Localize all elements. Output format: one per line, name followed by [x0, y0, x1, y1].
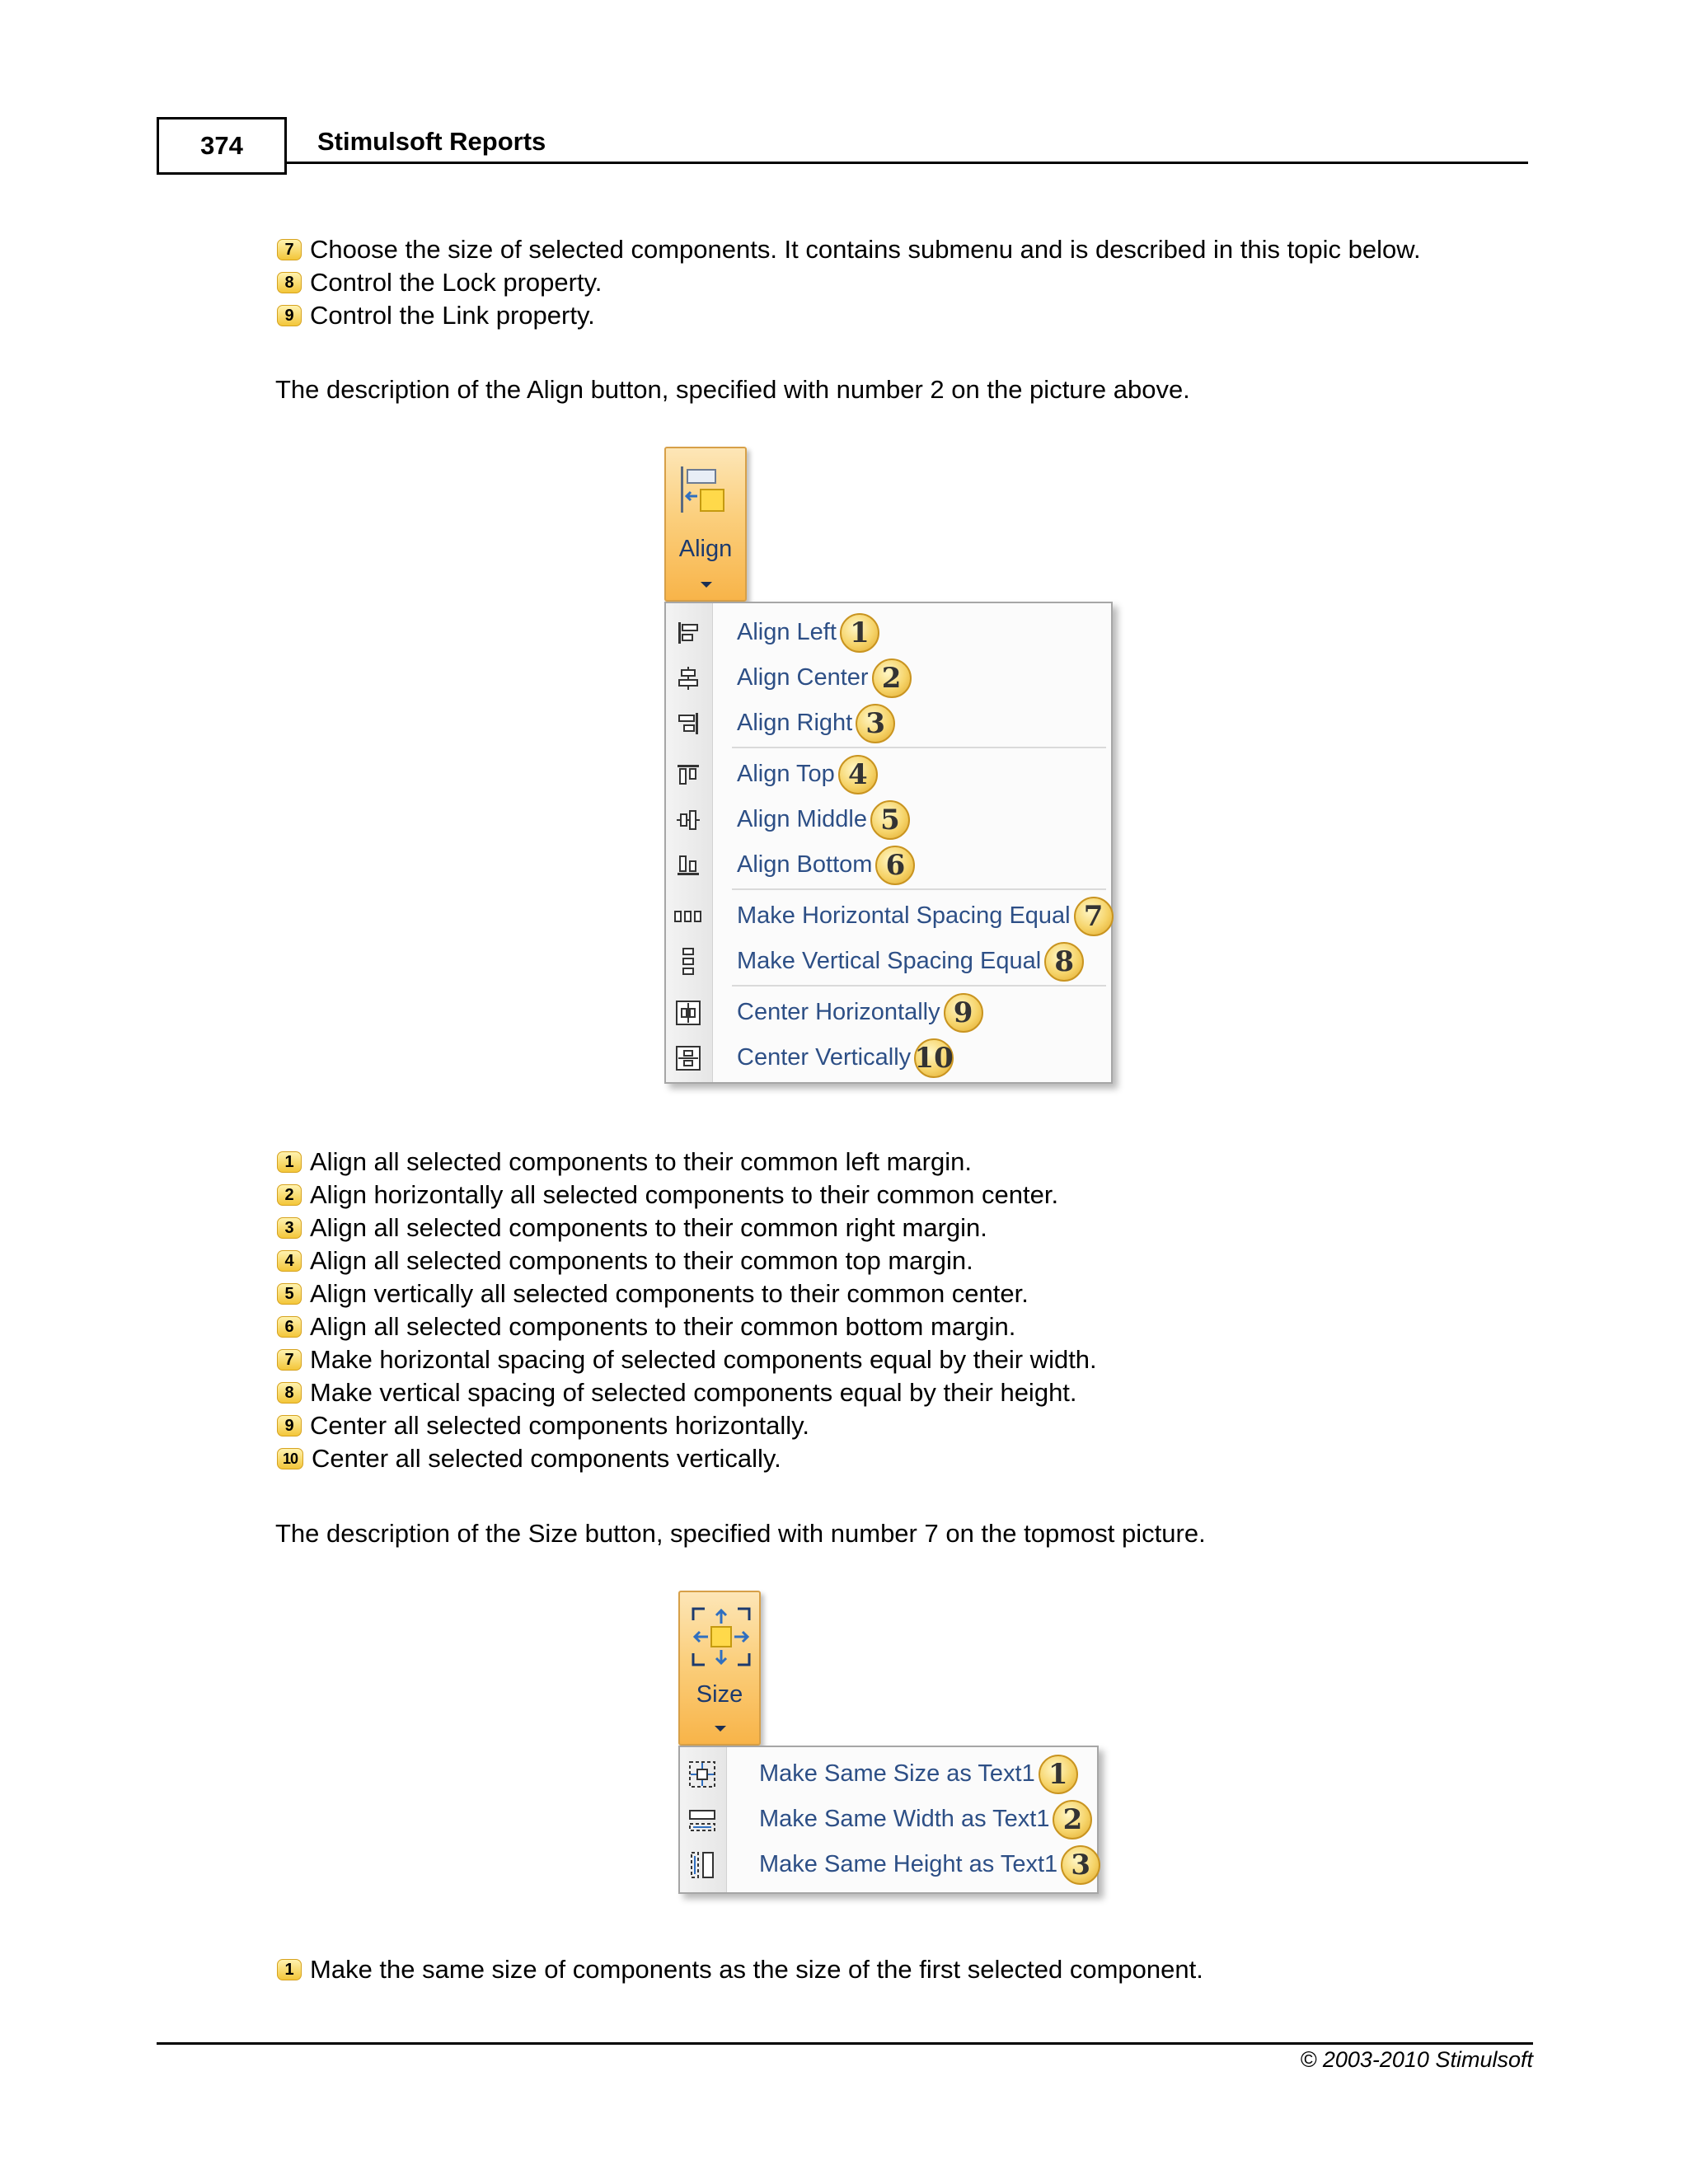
callout-number: 8 — [1044, 942, 1084, 982]
menu-separator — [732, 747, 1106, 748]
callout-number: 2 — [872, 658, 912, 698]
same-size-icon — [688, 1760, 716, 1788]
menu-item-label: Make Same Size as Text1 — [759, 1760, 1035, 1787]
menu-item-label: Align Middle — [737, 806, 867, 832]
number-badge: 10 — [277, 1448, 303, 1469]
callout-number: 1 — [840, 613, 879, 653]
list-item-text: Align vertically all selected components to their common center. — [310, 1279, 1029, 1308]
align-button-label: Align — [678, 536, 733, 562]
list-item-text: Center all selected components horizontally. — [310, 1411, 809, 1440]
number-badge: 7 — [277, 239, 302, 260]
align-middle-icon — [674, 806, 702, 834]
chevron-down-icon — [715, 1726, 726, 1732]
number-badge: 2 — [277, 1184, 302, 1206]
callout-number: 5 — [870, 800, 910, 840]
list-item-text: Align all selected components to their common right margin. — [310, 1213, 987, 1242]
number-badge: 8 — [277, 272, 302, 293]
list-item — [277, 1442, 781, 1475]
list-item-text: Make horizontal spacing of selected components equal by their width. — [310, 1345, 1097, 1374]
list-item — [277, 1212, 987, 1244]
number-badge: 1 — [277, 1151, 302, 1173]
menu-item-center-horizontally[interactable] — [666, 990, 1111, 1035]
list-item — [277, 1146, 972, 1179]
number-badge: 8 — [277, 1382, 302, 1404]
menu-separator — [732, 888, 1106, 890]
align-top-icon — [674, 761, 702, 789]
align-ribbon-button[interactable] — [664, 447, 747, 602]
menu-item-align-center[interactable] — [666, 655, 1111, 701]
list-item — [277, 1244, 973, 1277]
size-ribbon-button[interactable] — [678, 1591, 761, 1746]
list-item — [277, 1409, 809, 1442]
list-item-text: Make the same size of components as the size of the first selected component. — [310, 1955, 1203, 1984]
center-horizontally-icon — [674, 999, 702, 1027]
callout-number: 1 — [1039, 1755, 1078, 1794]
callout-number: 4 — [838, 755, 878, 794]
align-dropdown-menu — [664, 602, 1113, 1084]
size-dropdown-menu — [678, 1746, 1099, 1894]
number-badge: 9 — [277, 1415, 302, 1436]
header-divider — [287, 162, 1528, 164]
menu-item-align-left[interactable] — [666, 610, 1111, 655]
list-item — [277, 1310, 1015, 1343]
menu-item-label: Align Bottom — [737, 851, 873, 878]
menu-item-align-right[interactable] — [666, 701, 1111, 746]
menu-item-same-height[interactable] — [680, 1842, 1097, 1887]
menu-item-label: Align Left — [737, 619, 837, 645]
align-center-icon — [674, 664, 702, 692]
list-item-text: Control the Link property. — [310, 301, 595, 330]
list-item — [277, 233, 1421, 266]
menu-item-same-width[interactable] — [680, 1797, 1097, 1842]
callout-number: 7 — [1074, 897, 1114, 936]
list-item — [277, 1343, 1097, 1376]
callout-number: 2 — [1053, 1800, 1092, 1840]
callout-number: 9 — [944, 993, 983, 1033]
number-badge: 3 — [277, 1217, 302, 1239]
menu-item-horizontal-spacing[interactable] — [666, 893, 1111, 939]
footer-divider — [157, 2042, 1533, 2045]
list-item — [277, 1953, 1203, 1986]
callout-number: 3 — [856, 704, 895, 743]
menu-item-label: Make Vertical Spacing Equal — [737, 948, 1042, 974]
list-item — [277, 1376, 1077, 1409]
align-left-icon — [674, 619, 702, 647]
menu-item-align-middle[interactable] — [666, 797, 1111, 842]
number-badge: 1 — [277, 1959, 302, 1980]
menu-separator — [732, 985, 1106, 987]
menu-item-label: Make Same Width as Text1 — [759, 1806, 1050, 1832]
menu-item-same-size[interactable] — [680, 1751, 1097, 1797]
list-item-text: Make vertical spacing of selected components equal by their height. — [310, 1378, 1077, 1407]
page-number: 374 — [157, 117, 287, 175]
list-item — [277, 299, 595, 332]
menu-item-label: Center Vertically — [737, 1044, 912, 1071]
align-button-icon — [679, 465, 727, 520]
size-button-icon — [688, 1604, 754, 1674]
page-header-title: Stimulsoft Reports — [317, 127, 546, 156]
list-item-text: Align all selected components to their common top margin. — [310, 1246, 973, 1275]
menu-item-align-top[interactable] — [666, 752, 1111, 797]
list-item-text: Align all selected components to their common bottom margin. — [310, 1312, 1016, 1341]
same-width-icon — [688, 1806, 716, 1834]
size-button-label: Size — [696, 1681, 743, 1708]
size-intro-paragraph: The description of the Size button, specified with number 7 on the topmost picture. — [275, 1519, 1206, 1548]
number-badge: 4 — [277, 1250, 302, 1272]
list-item — [277, 1277, 1029, 1310]
number-badge: 9 — [277, 305, 302, 326]
list-item-text: Align horizontally all selected components to their common center. — [310, 1180, 1059, 1209]
menu-item-label: Align Right — [737, 710, 853, 736]
align-bottom-icon — [674, 851, 702, 879]
menu-item-vertical-spacing[interactable] — [666, 939, 1111, 984]
center-vertically-icon — [674, 1044, 702, 1072]
list-item — [277, 266, 602, 299]
list-item-text: Choose the size of selected components. It contains submenu and is described in this topic below. — [310, 235, 1421, 264]
callout-number: 6 — [875, 846, 915, 885]
number-badge: 7 — [277, 1349, 302, 1371]
callout-number: 3 — [1061, 1845, 1100, 1885]
callout-number: 10 — [914, 1038, 954, 1078]
menu-item-label: Center Horizontally — [737, 999, 940, 1025]
chevron-down-icon — [701, 582, 712, 588]
menu-item-label: Align Center — [737, 664, 869, 691]
menu-item-center-vertically[interactable] — [666, 1035, 1111, 1080]
number-badge: 5 — [277, 1283, 302, 1305]
vertical-spacing-icon — [674, 948, 702, 976]
list-item-text: Align all selected components to their common left margin. — [310, 1147, 972, 1176]
menu-item-label: Align Top — [737, 761, 835, 787]
list-item-text: Center all selected components vertically. — [312, 1444, 781, 1473]
list-item-text: Control the Lock property. — [310, 268, 603, 297]
same-height-icon — [688, 1851, 716, 1879]
list-item — [277, 1179, 1058, 1212]
horizontal-spacing-icon — [674, 902, 702, 930]
align-right-icon — [674, 710, 702, 738]
menu-item-label: Make Horizontal Spacing Equal — [737, 902, 1071, 929]
align-intro-paragraph: The description of the Align button, specified with number 2 on the picture above. — [275, 375, 1190, 404]
menu-item-align-bottom[interactable] — [666, 842, 1111, 888]
menu-item-label: Make Same Height as Text1 — [759, 1851, 1058, 1877]
footer-copyright: © 2003-2010 Stimulsoft — [1300, 2047, 1533, 2072]
number-badge: 6 — [277, 1316, 302, 1338]
